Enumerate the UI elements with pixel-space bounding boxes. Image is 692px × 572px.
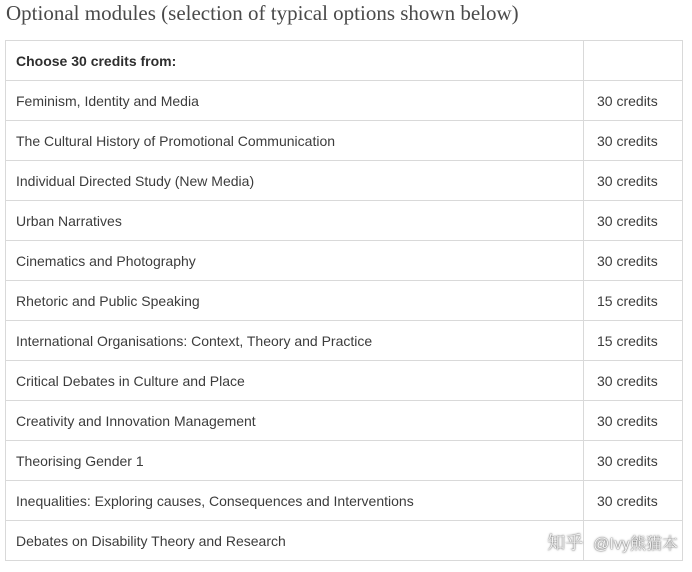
module-name: Debates on Disability Theory and Research [6, 521, 584, 561]
table-row [6, 401, 683, 441]
table-row [6, 241, 683, 281]
module-name: Creativity and Innovation Management [6, 401, 584, 441]
optional-modules-table [5, 40, 683, 561]
page-title: Optional modules (selection of typical options shown below) [6, 1, 519, 25]
module-credits: 30 credits [584, 121, 683, 161]
module-credits: 15 credits [584, 321, 683, 361]
module-credits: 30 credits [584, 201, 683, 241]
watermark-site: 知乎 [547, 533, 584, 553]
module-name: Rhetoric and Public Speaking [6, 281, 584, 321]
module-name: The Cultural History of Promotional Communication [6, 121, 584, 161]
module-credits: 30 credits [584, 161, 683, 201]
table-row [6, 121, 683, 161]
module-name: Inequalities: Exploring causes, Consequences and Interventions [6, 481, 584, 521]
table-row [6, 161, 683, 201]
module-credits: 30 credits [584, 361, 683, 401]
table-row [6, 481, 683, 521]
module-name: Individual Directed Study (New Media) [6, 161, 584, 201]
table-header-row [6, 41, 683, 81]
table-header-label: Choose 30 credits from: [6, 41, 584, 81]
module-credits: 30 credits [584, 401, 683, 441]
table-row [6, 361, 683, 401]
module-name: Theorising Gender 1 [6, 441, 584, 481]
zhihu-watermark [547, 528, 678, 556]
module-name: Urban Narratives [6, 201, 584, 241]
table-header-credits [584, 41, 683, 81]
table-row [6, 81, 683, 121]
watermark-author: @Ivy熊猫本 [593, 535, 678, 553]
table-row [6, 281, 683, 321]
table-row [6, 201, 683, 241]
module-credits: 30 credits [584, 81, 683, 121]
module-credits: 15 credits [584, 281, 683, 321]
module-credits: 30 credits [584, 441, 683, 481]
module-credits: 30 credits [584, 241, 683, 281]
module-name: International Organisations: Context, Theory and Practice [6, 321, 584, 361]
table-row [6, 321, 683, 361]
module-name: Cinematics and Photography [6, 241, 584, 281]
table-row [6, 441, 683, 481]
module-credits: 30 credits [584, 481, 683, 521]
module-name: Feminism, Identity and Media [6, 81, 584, 121]
module-name: Critical Debates in Culture and Place [6, 361, 584, 401]
